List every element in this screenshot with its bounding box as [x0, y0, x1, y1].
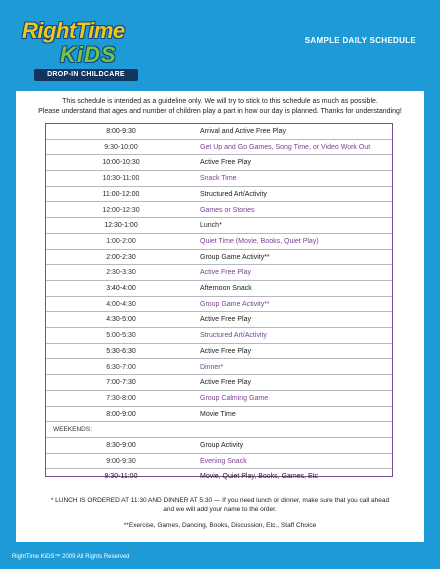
schedule-time: 10:30-11:00 — [102, 175, 140, 183]
schedule-activity: Movie Time — [200, 410, 236, 418]
schedule-activity: Quiet Time (Movie, Books, Quiet Play) — [200, 237, 319, 245]
schedule-row — [46, 265, 392, 281]
logo-line-2: KiDS — [60, 42, 117, 67]
intro-line-1: This schedule is intended as a guideline only. We will try to stick to this schedule as much as possible. — [62, 98, 378, 105]
page-title: SAMPLE DAILY SCHEDULE — [304, 36, 416, 45]
schedule-activity: Group Game Activity** — [200, 300, 270, 308]
brand-logo — [22, 18, 152, 84]
schedule-time: 9:30-10:00 — [104, 143, 138, 151]
schedule-activity: Group Calming Game — [200, 394, 269, 402]
schedule-row — [46, 124, 392, 140]
schedule-time: 9:00-9:30 — [106, 457, 136, 465]
schedule-activity: Get Up and Go Games, Song Time, or Video Work Out — [200, 143, 371, 151]
schedule-row — [46, 250, 392, 266]
activity-note: **Exercise, Games, Dancing, Books, Discussion, Etc., Staff Choice — [123, 522, 317, 529]
schedule-row — [46, 140, 392, 156]
schedule-time: 2:00-2:30 — [106, 253, 136, 261]
schedule-table — [45, 123, 393, 481]
schedule-activity: Active Free Play — [200, 269, 251, 277]
schedule-time: 4:30-5:00 — [106, 316, 136, 324]
schedule-activity: Active Free Play — [200, 379, 251, 387]
schedule-activity: Structured Art/Activity — [200, 190, 267, 198]
schedule-time: 8:30-9:00 — [106, 442, 136, 449]
schedule-row — [46, 187, 392, 203]
schedule-time: 8:00-9:00 — [106, 410, 136, 418]
schedule-time: 12:30-1:00 — [104, 222, 138, 230]
meal-note-line-1: * LUNCH IS ORDERED AT 11:30 AND DINNER AT 5:30 — If you need lunch or dinner, make sure that you call ahead — [50, 497, 390, 504]
schedule-time: 5:30-6:30 — [106, 347, 136, 355]
weekends-label: WEEKENDS: — [53, 426, 93, 434]
meal-note — [16, 496, 424, 514]
schedule-activity: Active Free Play — [200, 347, 251, 355]
schedule-activity: Dinner* — [200, 363, 224, 371]
schedule-activity: Movie, Quiet Play, Books, Games, Etc — [200, 473, 319, 481]
schedule-row — [46, 360, 392, 376]
schedule-time: 4:00-4:30 — [106, 300, 136, 308]
schedule-activity: Group Game Activity** — [200, 253, 270, 261]
schedule-activity: Structured Art/Activity — [200, 332, 267, 340]
schedule-row — [46, 281, 392, 297]
intro-line-2: Please understand that ages and number of children play a part in how our day is planned. Thanks for understanding! — [38, 108, 402, 115]
schedule-time: 3:40-4:00 — [106, 285, 136, 292]
schedule-row — [46, 344, 392, 360]
schedule-row — [46, 155, 392, 171]
schedule-activity: Lunch* — [200, 222, 222, 230]
meal-note-line-2: and we will add your name to the order. — [163, 506, 277, 513]
schedule-time: 2:30-3:30 — [106, 269, 136, 277]
schedule-row — [46, 297, 392, 313]
schedule-row — [46, 438, 392, 454]
schedule-time: 7:00-7:30 — [106, 379, 136, 387]
logo-line-1: RightTime — [22, 18, 125, 43]
footer-copyright: RightTime KiDS™ 2009 All Rights Reserved — [12, 554, 130, 560]
logo-tagline: DROP-IN CHILDCARE — [34, 69, 138, 81]
schedule-row — [46, 203, 392, 219]
schedule-time: 5:00-5:30 — [106, 332, 136, 340]
schedule-activity: Active Free Play — [200, 316, 251, 324]
schedule-row — [46, 328, 392, 344]
schedule-row — [46, 407, 392, 423]
schedule-time: 12:00-12:30 — [102, 206, 140, 214]
schedule-time: 11:00-12:00 — [102, 190, 140, 198]
schedule-activity: Snack Time — [200, 175, 237, 183]
schedule-row — [46, 375, 392, 391]
schedule-time: 6:30-7:00 — [106, 363, 136, 371]
schedule-time: 1:00-2:00 — [106, 237, 136, 245]
schedule-time: 9:30-11:00 — [104, 473, 138, 481]
schedule-row — [46, 391, 392, 407]
schedule-row — [46, 218, 392, 234]
schedule-row — [46, 234, 392, 250]
schedule-row — [46, 469, 392, 485]
schedule-activity: Afternoon Snack — [200, 285, 252, 292]
schedule-activity: Games or Stories — [200, 206, 255, 214]
schedule-time: 7:30-8:00 — [106, 394, 136, 402]
document-panel — [16, 91, 424, 542]
intro-text — [16, 97, 424, 117]
schedule-row — [46, 312, 392, 328]
schedule-activity: Active Free Play — [200, 159, 251, 167]
schedule-time: 10:00-10:30 — [102, 159, 140, 167]
schedule-time: 8:00-9:30 — [106, 128, 136, 135]
schedule-activity: Evening Snack — [200, 457, 247, 465]
schedule-activity: Group Activity — [200, 442, 244, 449]
schedule-row — [46, 171, 392, 187]
weekends-header — [46, 422, 392, 438]
schedule-activity: Arrival and Active Free Play — [200, 128, 286, 135]
schedule-row — [46, 454, 392, 470]
